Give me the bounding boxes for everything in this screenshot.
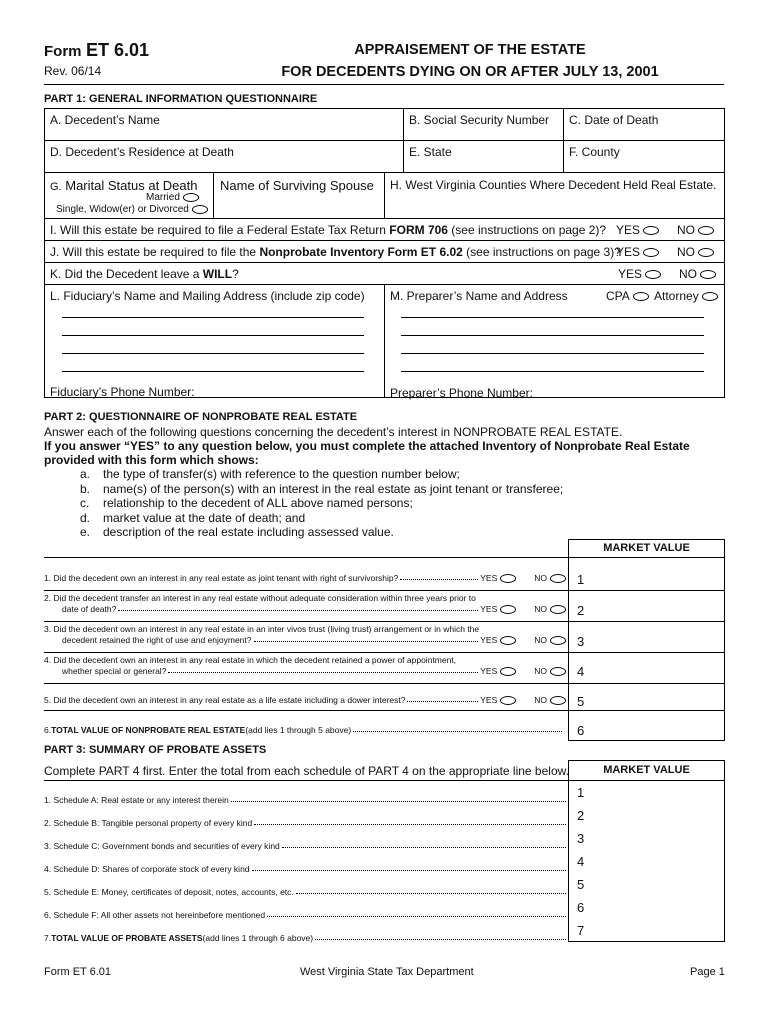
total-probate-row: 7. TOTAL VALUE OF PROBATE ASSETS (add lines 1 through 6 above) (44, 933, 568, 943)
schedule-c-row: 3. Schedule C: Government bonds and securities of every kind (44, 841, 568, 851)
form-word: Form (44, 43, 82, 60)
residence-label: D. Decedent’s Residence at Death (50, 145, 234, 159)
single-radio[interactable] (192, 205, 208, 214)
single-option[interactable]: Single, Widow(er) or Divorced (56, 204, 208, 215)
attorney-option[interactable]: Attorney (654, 289, 718, 303)
title-line-1: APPRAISEMENT OF THE ESTATE (354, 42, 586, 58)
q5-row: 5. Did the decedent own an interest in any real estate as a life estate including a dower interest? YES NO (44, 695, 568, 705)
cpa-option[interactable]: CPA (606, 289, 649, 303)
line-number: 1 (577, 572, 585, 587)
preparer-line-2[interactable] (401, 335, 704, 336)
list-item: a. the type of transfer(s) with reference to the question number below; (80, 467, 460, 481)
footer-page: Page 1 (690, 966, 725, 978)
list-item: c. relationship to the decedent of ALL above named persons; (80, 496, 413, 510)
line-number: 4 (577, 854, 585, 869)
q2-no-radio[interactable] (550, 605, 566, 614)
decedent-name-label: A. Decedent’s Name (50, 113, 160, 127)
part2-heading: PART 2: QUESTIONNAIRE OF NONPROBATE REAL ESTATE (44, 411, 358, 423)
fiduciary-line-3[interactable] (62, 353, 364, 354)
j-no-radio[interactable] (698, 248, 714, 257)
line-number: 3 (577, 831, 585, 846)
county-label: F. County (569, 145, 620, 159)
j-yes-radio[interactable] (643, 248, 659, 257)
date-of-death-label: C. Date of Death (569, 113, 659, 127)
part3-heading: PART 3: SUMMARY OF PROBATE ASSETS (44, 744, 267, 756)
title-line-2: FOR DECEDENTS DYING ON OR AFTER JULY 13, 2001 (281, 64, 659, 80)
part2-bold-intro: If you answer “YES” to any question below, you must complete the attached Inventory of Nonprobate Real Estate provided with this form which shows: (44, 439, 690, 467)
list-item: e. description of the real estate including assessed value. (80, 525, 394, 539)
q5-yes-radio[interactable] (500, 696, 516, 705)
part3-value-column (568, 760, 725, 942)
question-k: K. Did the Decedent leave a WILL? (50, 267, 239, 281)
q3-line-1: 3. Did the decedent own an interest in any real estate in an inter vivos trust (living trust) arrangement or in which the (44, 624, 480, 634)
preparer-phone-label: Preparer’s Phone Number: (390, 386, 533, 400)
schedule-d-row: 4. Schedule D: Shares of corporate stock of every kind (44, 864, 568, 874)
part2-list (80, 467, 563, 540)
q4-line-1: 4. Did the decedent own an interest in any real estate in which the decedent retained a power of appointment, (44, 655, 457, 665)
part3-market-value-header: MARKET VALUE (603, 764, 690, 776)
q2-row: date of death? YES NO (62, 604, 568, 614)
preparer-line-1[interactable] (401, 317, 704, 318)
q1-yes-radio[interactable] (500, 574, 516, 583)
form-id: ET 6.01 (85, 40, 149, 60)
q1-row: 1. Did the decedent own an interest in any real estate as joint tenant with right of survivorship? YES NO (44, 573, 568, 583)
q4-row: whether special or general? YES NO (62, 666, 568, 676)
revision: Rev. 06/14 (44, 64, 102, 78)
line-number: 6 (577, 723, 585, 738)
q3-no-radio[interactable] (550, 636, 566, 645)
fiduciary-phone-label: Fiduciary’s Phone Number: (50, 385, 195, 399)
attorney-radio[interactable] (702, 292, 718, 301)
line-number: 2 (577, 603, 585, 618)
preparer-label: M. Preparer’s Name and Address (390, 289, 568, 303)
preparer-line-4[interactable] (401, 371, 704, 372)
line-number: 6 (577, 900, 585, 915)
line-number: 2 (577, 808, 585, 823)
q5-no-radio[interactable] (550, 696, 566, 705)
part2-intro: Answer each of the following questions concerning the decedent’s interest in NONPROBATE REAL ESTATE. (44, 425, 623, 439)
part1-heading: PART 1: GENERAL INFORMATION QUESTIONNAIRE (44, 93, 318, 105)
question-k-yes[interactable]: YES (618, 267, 661, 281)
fiduciary-line-2[interactable] (62, 335, 364, 336)
schedule-f-row: 6. Schedule F: All other assets not hereinbefore mentioned (44, 910, 568, 920)
schedule-b-row: 2. Schedule B: Tangible personal property of every kind (44, 818, 568, 828)
q3-row: decedent retained the right of use and enjoyment? YES NO (62, 635, 568, 645)
line-number: 5 (577, 694, 585, 709)
question-k-no[interactable]: NO (679, 267, 716, 281)
cpa-radio[interactable] (633, 292, 649, 301)
line-number: 1 (577, 785, 585, 800)
question-j-no[interactable]: NO (677, 245, 714, 259)
footer-form-id: Form ET 6.01 (44, 966, 112, 978)
k-yes-radio[interactable] (645, 270, 661, 279)
footer-department: West Virginia State Tax Department (300, 966, 474, 978)
surviving-spouse-label: Name of Surviving Spouse (220, 178, 374, 193)
i-yes-radio[interactable] (643, 226, 659, 235)
q2-yes-radio[interactable] (500, 605, 516, 614)
schedule-a-row: 1. Schedule A: Real estate or any interest therein (44, 795, 568, 805)
ssn-label: B. Social Security Number (409, 113, 550, 127)
q3-yes-radio[interactable] (500, 636, 516, 645)
q6-row: 6. TOTAL VALUE OF NONPROBATE REAL ESTATE (add lies 1 through 5 above) (44, 725, 564, 735)
state-label: E. State (409, 145, 452, 159)
line-number: 4 (577, 664, 585, 679)
question-j-yes[interactable]: YES (616, 245, 659, 259)
fiduciary-line-4[interactable] (62, 371, 364, 372)
q4-no-radio[interactable] (550, 667, 566, 676)
marital-status-label: G. Marital Status at Death (50, 178, 198, 193)
part3-intro: Complete PART 4 first. Enter the total from each schedule of PART 4 on the appropriate line below. (44, 764, 569, 778)
header-rule (44, 84, 724, 85)
schedule-e-row: 5. Schedule E: Money, certificates of deposit, notes, accounts, etc. (44, 887, 568, 897)
question-i-no[interactable]: NO (677, 223, 714, 237)
list-item: b. name(s) of the person(s) with an interest in the real estate as joint tenant or transferee; (80, 481, 564, 496)
question-i: I. Will this estate be required to file a Federal Estate Tax Return FORM 706 (see instructions on page 2)? (50, 223, 607, 237)
fiduciary-label: L. Fiduciary’s Name and Mailing Address (include zip code) (50, 289, 365, 303)
question-j: J. Will this estate be required to file the Nonprobate Inventory Form ET 6.02 (see instructions on page 3)? (50, 245, 621, 259)
form-number (44, 40, 149, 61)
wv-counties-label: H. West Virginia Counties Where Decedent Held Real Estate. (390, 178, 717, 192)
line-number: 7 (577, 923, 585, 938)
q2-line-1: 2. Did the decedent transfer an interest in any real estate without adequate consideration within three years prior to (44, 593, 476, 603)
married-radio[interactable] (183, 193, 199, 202)
line-number: 5 (577, 877, 585, 892)
question-i-yes[interactable]: YES (616, 223, 659, 237)
q4-yes-radio[interactable] (500, 667, 516, 676)
list-item: d. market value at the date of death; and (80, 510, 306, 525)
i-no-radio[interactable] (698, 226, 714, 235)
q1-no-radio[interactable] (550, 574, 566, 583)
part2-market-value-header: MARKET VALUE (603, 542, 690, 554)
fiduciary-line-1[interactable] (62, 317, 364, 318)
preparer-line-3[interactable] (401, 353, 704, 354)
married-option[interactable]: Married (146, 192, 199, 203)
line-number: 3 (577, 634, 585, 649)
k-no-radio[interactable] (700, 270, 716, 279)
